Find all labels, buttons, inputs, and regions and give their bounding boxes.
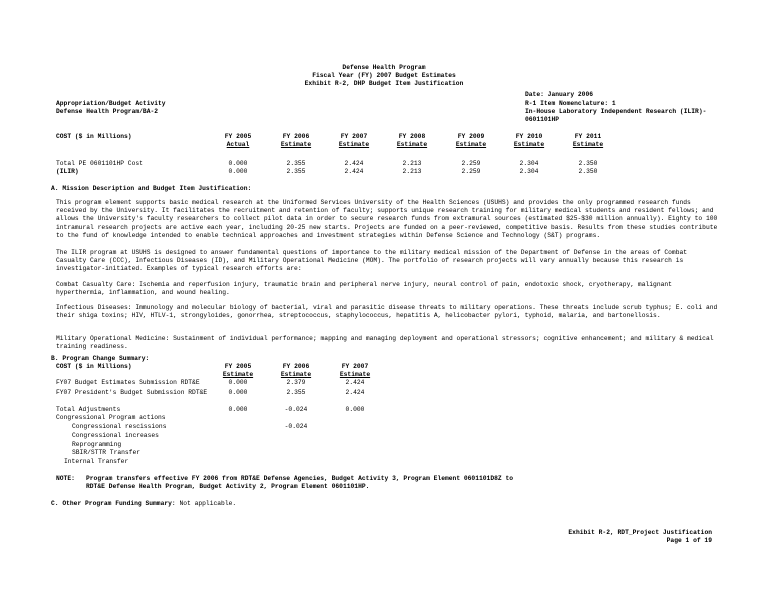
note-label: NOTE: (56, 475, 75, 482)
section-a-paragraph: This program element supports basic medical research at the Uniformed Services University of the Health Sciences (USUHS) and provides the only programmed research funds received by the University. It facilitates the recruitment and retention of faculty; supports unique research training for military medical students and resident fellows; and allows the University's faculty researchers to collect pilot data in order to secure research funds from extramural sources (estimated $25-$30 million annually). Eighty to 100 intramural research projects are active each year, including 20-25 new starts. Projects are funded on a peer-reviewed, competitive basis. Results from these studies contribute to the fund of knowledge intended to enable technical approaches and investment strategies within Defense Science and Technology (S&T) programs. (56, 199, 718, 239)
fy-column-type: Estimate (572, 141, 604, 148)
note-text: Program transfers effective FY 2006 from RDT&E Defense Agencies, Budget Activity 3, Program Element 0601101D8Z to (86, 475, 513, 482)
cell-value: 2.424 (345, 379, 365, 386)
cell-value: 2.259 (461, 160, 481, 167)
fy-column-type: Estimate (338, 141, 370, 148)
fy-column-type: Estimate (396, 141, 428, 148)
fy-column-type: Estimate (280, 371, 312, 378)
fy-column-type: Estimate (455, 141, 487, 148)
cell-value: 0.000 (228, 168, 248, 175)
section-c-text: : Not applicable. (171, 500, 237, 507)
adjustment-label: SBIR/STTR Transfer (72, 449, 141, 456)
fy-column-year: FY 2009 (457, 133, 485, 140)
adjustment-label: Reprogramming (72, 441, 122, 448)
item-code: 0601101HP (525, 116, 560, 123)
section-c (51, 500, 236, 508)
cell-value: 0.000 (228, 160, 248, 167)
section-b-cost-label: COST ($ in Millions) (56, 363, 132, 370)
fy-column-type: Actual (226, 141, 250, 148)
item-nomenclature: R-1 Item Nomenclature: 1 (525, 100, 616, 107)
fy-column-type: Estimate (513, 141, 545, 148)
section-a-paragraph: Combat Casualty Care: Ischemia and reperfusion injury, traumatic brain and peripheral nerve injury, neural control of pain, endotoxic shock, cryotherapy, malignant hyperthermia, inflammation, and wound healing. (56, 281, 672, 297)
cell-value: 2.213 (402, 160, 422, 167)
row-label: Total Adjustments (56, 406, 121, 413)
cell-value: 2.350 (578, 160, 598, 167)
row-label: FY07 Budget Estimates Submission RDT&E (56, 379, 200, 386)
cost-label: COST ($ in Millions) (56, 133, 132, 140)
cell-value: 2.424 (344, 160, 364, 167)
activity-label: Appropriation/Budget Activity (56, 100, 166, 107)
fy-column-type: Estimate (280, 141, 312, 148)
fy-column-year: FY 2006 (282, 133, 310, 140)
footer-exhibit: Exhibit R-2, RDT_Project Justification (568, 529, 712, 536)
fy-column-year: FY 2006 (282, 363, 310, 370)
adjustment-label: Congressional Program actions (56, 414, 166, 421)
cell-value: 2.355 (286, 160, 306, 167)
cell-value: 0.000 (228, 389, 248, 396)
item-name: In-House Laboratory Independent Research (ILIR)- (525, 108, 707, 115)
adjustment-label: Congressional increases (72, 432, 159, 439)
cell-value: 0.000 (228, 406, 248, 413)
activity-value: Defense Health Program/BA-2 (56, 108, 159, 115)
fy-column-year: FY 2010 (515, 133, 543, 140)
date-label: Date: January 2006 (525, 91, 594, 98)
fy-column-year: FY 2005 (224, 363, 252, 370)
exhibit-title: Exhibit R-2, DHP Budget Item Justification (304, 80, 464, 87)
fy-column-year: FY 2007 (341, 363, 369, 370)
row-label: Total PE 0601101HP Cost (56, 160, 143, 167)
document-title: Defense Health Program (342, 64, 426, 71)
section-a-paragraph: Infectious Diseases: Immunology and molecular biology of bacterial, viral and parasitic disease threats to military operations. These threats include scrub typhus; E. coli and their shiga toxins; HIV, HTLV-1, strongyloides, gonorrhea, streptococcus, staphylococcus, hepatitis A, helicobacter pylori, typhoid, malaria, and bartonellosis. (56, 304, 718, 320)
adjustment-label: Congressional rescissions (72, 423, 167, 430)
cell-value: 2.379 (286, 379, 306, 386)
cell-value: 2.259 (461, 168, 481, 175)
cell-value: 2.355 (286, 389, 306, 396)
row-label: (ILIR) (56, 168, 79, 175)
section-c-heading: C. Other Program Funding Summary (51, 500, 172, 507)
cell-value: 0.000 (228, 379, 248, 386)
cell-value: 2.424 (344, 168, 364, 175)
cell-value: 2.355 (286, 168, 306, 175)
cell-value: 2.304 (519, 160, 539, 167)
cell-value: 2.424 (345, 389, 365, 396)
cell-value: 2.213 (402, 168, 422, 175)
fy-column-year: FY 2005 (224, 133, 252, 140)
fy-column-year: FY 2008 (398, 133, 426, 140)
fy-column-type: Estimate (222, 371, 254, 378)
adjustment-label: Internal Transfer (64, 458, 129, 465)
cell-value: 2.304 (519, 168, 539, 175)
adjustment-value: -0.024 (284, 423, 308, 430)
row-label: FY07 President's Budget Submission RDT&E (56, 389, 208, 396)
fy-column-year: FY 2011 (574, 133, 602, 140)
cell-value: -0.024 (284, 406, 308, 413)
page-number: Page 1 of 19 (666, 537, 712, 544)
section-a-heading: A. Mission Description and Budget Item Justification: (51, 185, 252, 192)
section-a-paragraph: Military Operational Medicine: Sustainment of individual performance; mapping and managing deployment and operational stressors; cognitive enhancement; and military & medical training readiness. (56, 335, 714, 351)
section-a-paragraph: The ILIR program at USUHS is designed to answer fundamental questions of importance to the military medical mission of the Department of Defense in the areas of Combat Casualty Care (CCC), Infectious Diseases (ID), and Military Operational Medicine (MOM). The portfolio of research projects will vary annually because this research is investigator-initiated. Examples of typical research efforts are: (56, 249, 688, 273)
cell-value: 2.350 (578, 168, 598, 175)
section-b-heading: B. Program Change Summary: (51, 355, 150, 362)
document-subtitle: Fiscal Year (FY) 2007 Budget Estimates (312, 72, 456, 79)
note-text: RDT&E Defense Health Program, Budget Activity 2, Program Element 0601101HP. (86, 483, 370, 490)
cell-value: 0.000 (345, 406, 365, 413)
fy-column-year: FY 2007 (340, 133, 368, 140)
fy-column-type: Estimate (339, 371, 371, 378)
